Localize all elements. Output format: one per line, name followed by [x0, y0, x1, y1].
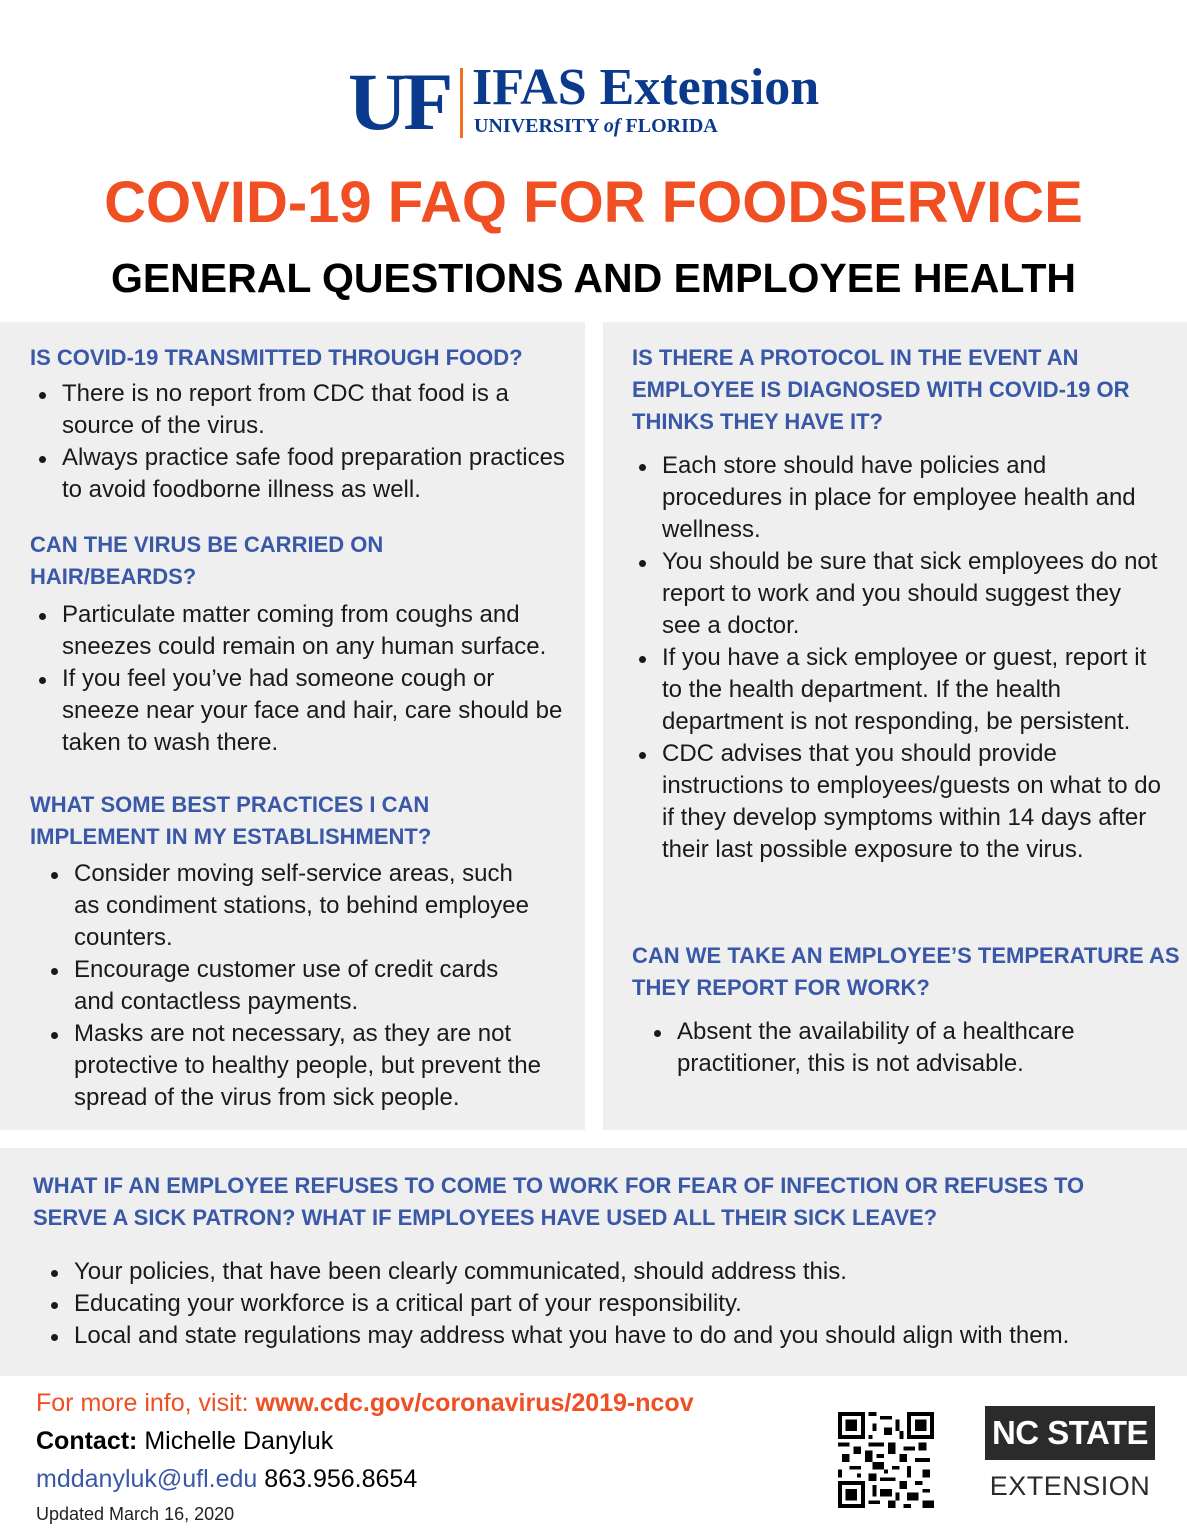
right-faq-panel: [603, 322, 1187, 1130]
ncstate-logo: NC STATE: [985, 1406, 1155, 1460]
answer-list: [42, 858, 542, 1114]
question-temperature: CAN WE TAKE AN EMPLOYEE’S TEMPERATURE AS THEY REPORT FOR WORK?: [632, 943, 1180, 1000]
contact-line: [36, 1422, 333, 1460]
list-item: Consider moving self-service areas, such as condiment stations, to behind employee counters.: [42, 858, 542, 954]
logo-divider: [460, 68, 463, 138]
contact-name: Michelle Danyluk: [137, 1427, 334, 1455]
phone-number: 863.956.8654: [257, 1465, 418, 1493]
answer-list: [42, 1256, 1172, 1352]
more-info-label: For more info, visit:: [36, 1389, 256, 1417]
list-item: Educating your workforce is a critical part of your responsibility.: [42, 1288, 1172, 1320]
ncstate-extension-label: EXTENSION: [989, 1471, 1151, 1501]
contact-label: Contact:: [36, 1427, 138, 1455]
list-item: CDC advises that you should provide instructions to employees/guests on what to do if they develop symptoms within 14 days after their last possible exposure to the virus.: [630, 738, 1165, 866]
list-item: Local and state regulations may address what you have to do and you should align with them.: [42, 1320, 1172, 1352]
left-faq-panel: [0, 322, 585, 1130]
list-item: If you have a sick employee or guest, report it to the health department. If the health department is not responding, be persistent.: [630, 642, 1165, 738]
question-protocol-diagnosed: IS THERE A PROTOCOL IN THE EVENT AN EMPLOYEE IS DIAGNOSED WITH COVID-19 OR THINKS THEY HAVE IT?: [632, 345, 1130, 434]
updated-date: Updated March 16, 2020: [36, 1504, 235, 1524]
list-item: Each store should have policies and procedures in place for employee health and wellness.: [630, 450, 1165, 546]
list-item: Encourage customer use of credit cards and contactless payments.: [42, 954, 542, 1018]
list-item: There is no report from CDC that food is a source of the virus.: [30, 378, 570, 442]
cdc-link[interactable]: www.cdc.gov/coronavirus/2019-ncov: [255, 1389, 694, 1417]
qr-code-icon[interactable]: [838, 1412, 934, 1508]
uf-mark: UF: [348, 56, 450, 147]
logo-university: UNIVERSITY of FLORIDA: [474, 115, 718, 137]
list-item: Your policies, that have been clearly communicated, should address this.: [42, 1256, 1172, 1288]
logo-name: IFAS Extension: [472, 59, 820, 116]
email-phone-line: [36, 1460, 417, 1498]
more-info-line: [36, 1384, 694, 1422]
question-hair-beards: CAN THE VIRUS BE CARRIED ON HAIR/BEARDS?: [30, 532, 384, 589]
answer-list: [645, 1016, 1145, 1080]
list-item: If you feel you’ve had someone cough or sneeze near your face and hair, care should be taken to wash there.: [30, 663, 575, 759]
list-item: Absent the availability of a healthcare practitioner, this is not advisable.: [645, 1016, 1145, 1080]
email-link[interactable]: mddanyluk@ufl.edu: [36, 1465, 258, 1493]
list-item: Masks are not necessary, as they are not protective to healthy people, but prevent the spread of the virus from sick people.: [42, 1018, 542, 1114]
page-subtitle: GENERAL QUESTIONS AND EMPLOYEE HEALTH: [110, 255, 1077, 301]
answer-list: [30, 599, 575, 759]
uf-ifas-logo: [348, 56, 848, 147]
question-best-practices: WHAT SOME BEST PRACTICES I CAN IMPLEMENT IN MY ESTABLISHMENT?: [30, 792, 432, 849]
list-item: You should be sure that sick employees do not report to work and you should suggest they see a doctor.: [630, 546, 1165, 642]
page-title: COVID-19 FAQ FOR FOODSERVICE: [104, 170, 1083, 235]
question-transmitted-food: IS COVID-19 TRANSMITTED THROUGH FOOD?: [30, 345, 523, 370]
question-refuses-work: WHAT IF AN EMPLOYEE REFUSES TO COME TO WORK FOR FEAR OF INFECTION OR REFUSES TO SERVE A SICK PATRON? WHAT IF EMPLOYEES HAVE USED ALL THEIR SICK LEAVE?: [33, 1173, 1085, 1230]
answer-list: [630, 450, 1165, 866]
bottom-faq-panel: [0, 1148, 1187, 1376]
answer-list: [30, 378, 570, 506]
list-item: Always practice safe food preparation practices to avoid foodborne illness as well.: [30, 442, 570, 506]
list-item: Particulate matter coming from coughs and sneezes could remain on any human surface.: [30, 599, 575, 663]
